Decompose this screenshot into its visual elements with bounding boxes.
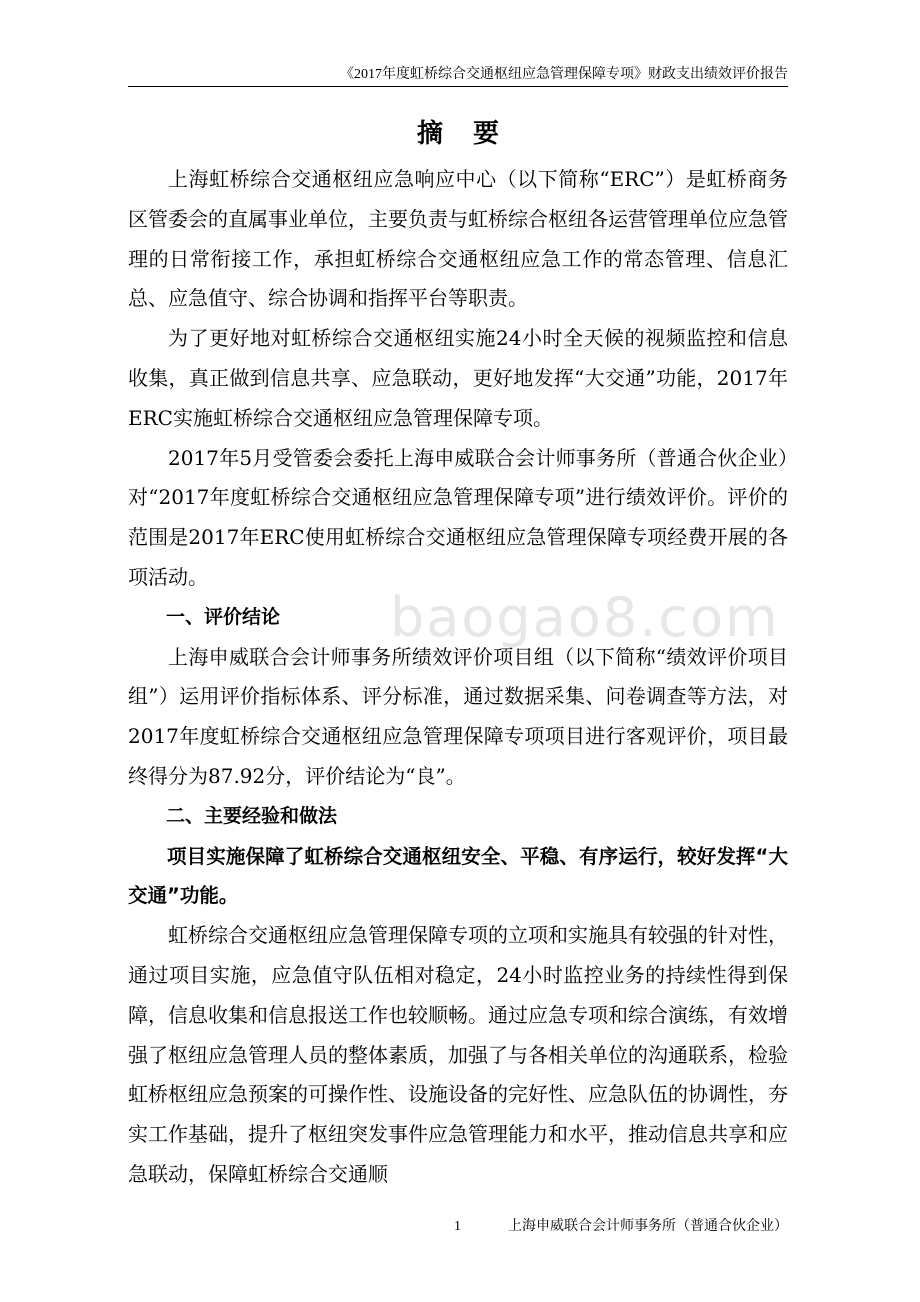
- conclusion-paragraph: 上海申威联合会计师事务所绩效评价项目组（以下简称“绩效评价项目组”）运用评价指标体系、评分标准，通过数据采集、问卷调查等方法，对2017年度虹桥综合交通枢纽应急管理保障专项项目进行客观评价，项目最终得分为87.92分，评价结论为“良”。: [128, 644, 788, 788]
- intro-paragraph-2: 为了更好地对虹桥综合交通枢纽实施24小时全天候的视频监控和信息收集，真正做到信息共享、应急联动，更好地发挥“大交通”功能，2017年ERC实施虹桥综合交通枢纽应急管理保障专项。: [128, 326, 788, 430]
- page-number: 1: [454, 1219, 461, 1234]
- section-heading-conclusion: 一、评价结论: [166, 605, 281, 628]
- section-heading-experience: 二、主要经验和做法: [166, 804, 338, 827]
- document-body: [128, 160, 788, 1195]
- experience-paragraph: 虹桥综合交通枢纽应急管理保障专项的立项和实施具有较强的针对性，通过项目实施，应急值守队伍相对稳定，24小时监控业务的持续性得到保障，信息收集和信息报送工作也较顺畅。通过应急专项和综合演练，有效增强了枢纽应急管理人员的整体素质，加强了与各相关单位的沟通联系，检验虹桥枢纽应急预案的可操作性、设施设备的完好性、应急队伍的协调性，夯实工作基础，提升了枢纽突发事件应急管理能力和水平，推动信息共享和应急联动，保障虹桥综合交通顺: [128, 923, 788, 1186]
- footer-firm-name: 上海申威联合会计师事务所（普通合伙企业）: [508, 1219, 788, 1234]
- experience-bold-statement: 项目实施保障了虹桥综合交通枢纽安全、平稳、有序运行，较好发挥“大交通”功能。: [128, 844, 788, 908]
- intro-paragraph-3: 2017年5月受管委会委托上海申威联合会计师事务所（普通合伙企业）对“2017年度虹桥综合交通枢纽应急管理保障专项”进行绩效评价。评价的范围是2017年ERC使用虹桥综合交通枢纽应急管理保障专项经费开展的各项活动。: [128, 445, 788, 589]
- page-title: 摘要: [416, 119, 529, 149]
- intro-paragraph-1: 上海虹桥综合交通枢纽应急响应中心（以下简称“ERC”）是虹桥商务区管委会的直属事业单位，主要负责与虹桥综合枢纽各运营管理单位应急管理的日常衔接工作，承担虹桥综合交通枢纽应急工作的常态管理、信息汇总、应急值守、综合协调和指挥平台等职责。: [128, 167, 788, 311]
- watermark: baogao8.com: [390, 586, 780, 649]
- header-divider: [128, 86, 788, 87]
- running-header: 《2017年度虹桥综合交通枢纽应急管理保障专项》财政支出绩效评价报告: [340, 67, 788, 82]
